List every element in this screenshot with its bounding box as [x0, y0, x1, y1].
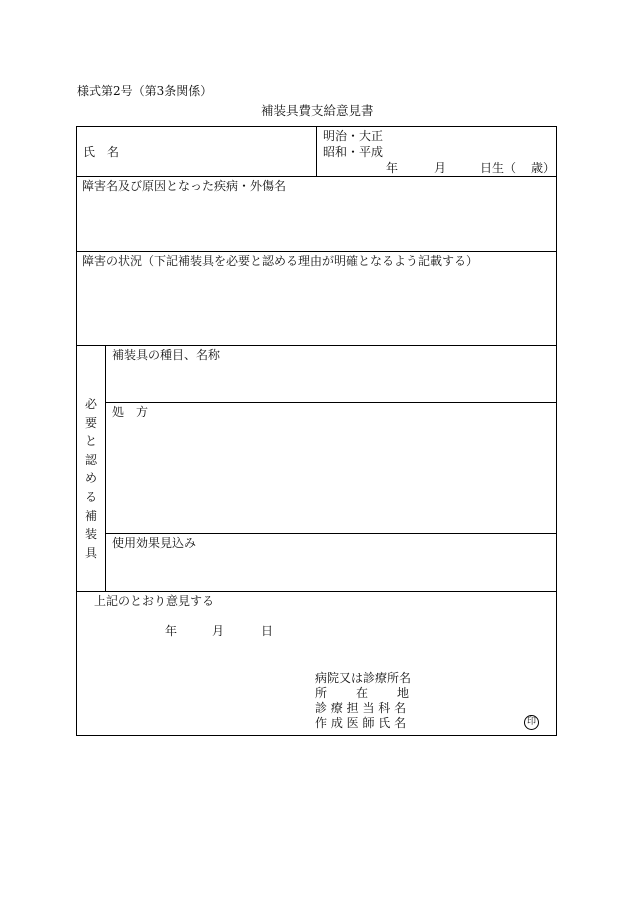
hospital-label: 病院又は診療所名 — [315, 671, 412, 685]
address-label-3: 地 — [397, 686, 410, 700]
date-year-label: 年 — [165, 624, 178, 638]
divider-after-devices — [76, 591, 557, 592]
birth-year-label: 年 — [386, 161, 399, 175]
date-day-label: 日 — [261, 624, 274, 638]
department-label: 診 療 担 当 科 名 — [315, 701, 407, 715]
age-label: 歳） — [531, 161, 556, 175]
form-number: 様式第2号（第3条関係） — [77, 84, 213, 98]
divider-device-label — [105, 345, 106, 592]
condition-label: 障害の状況（下記補装具を必要と認める理由が明確となるよう記載する） — [82, 254, 479, 268]
divider-after-condition — [76, 345, 557, 346]
address-label-2: 在 — [356, 686, 369, 700]
expected-effect-label: 使用効果見込み — [112, 536, 197, 550]
date-month-label: 月 — [212, 624, 225, 638]
era-showa-heisei: 昭和・平成 — [323, 145, 384, 159]
frame-bottom — [76, 735, 557, 736]
doctor-label: 作 成 医 師 氏 名 — [315, 716, 407, 730]
statement-text: 上記のとおり意見する — [94, 594, 215, 608]
prescription-label: 処 方 — [112, 405, 149, 419]
address-label-1: 所 — [315, 686, 328, 700]
seal-mark: 印 — [524, 715, 539, 730]
divider-after-prescription — [105, 533, 557, 534]
device-type-label: 補装具の種目、名称 — [112, 348, 221, 362]
name-label: 氏 名 — [83, 145, 120, 159]
divider-after-device-type — [105, 402, 557, 403]
birth-month-label: 月 — [434, 161, 447, 175]
device-group-label: 必 要 と 認 め る 補 装 具 — [84, 397, 97, 560]
frame-left — [76, 126, 77, 736]
divider-after-diagnosis — [76, 251, 557, 252]
frame-right — [556, 126, 557, 736]
divider-name-birth — [316, 126, 317, 177]
form-title: 補装具費支給意見書 — [261, 103, 374, 118]
diagnosis-label: 障害名及び原因となった疾病・外傷名 — [82, 179, 287, 193]
era-meiji-taisho: 明治・大正 — [323, 129, 384, 143]
birthday-label: 日生（ — [480, 161, 517, 175]
